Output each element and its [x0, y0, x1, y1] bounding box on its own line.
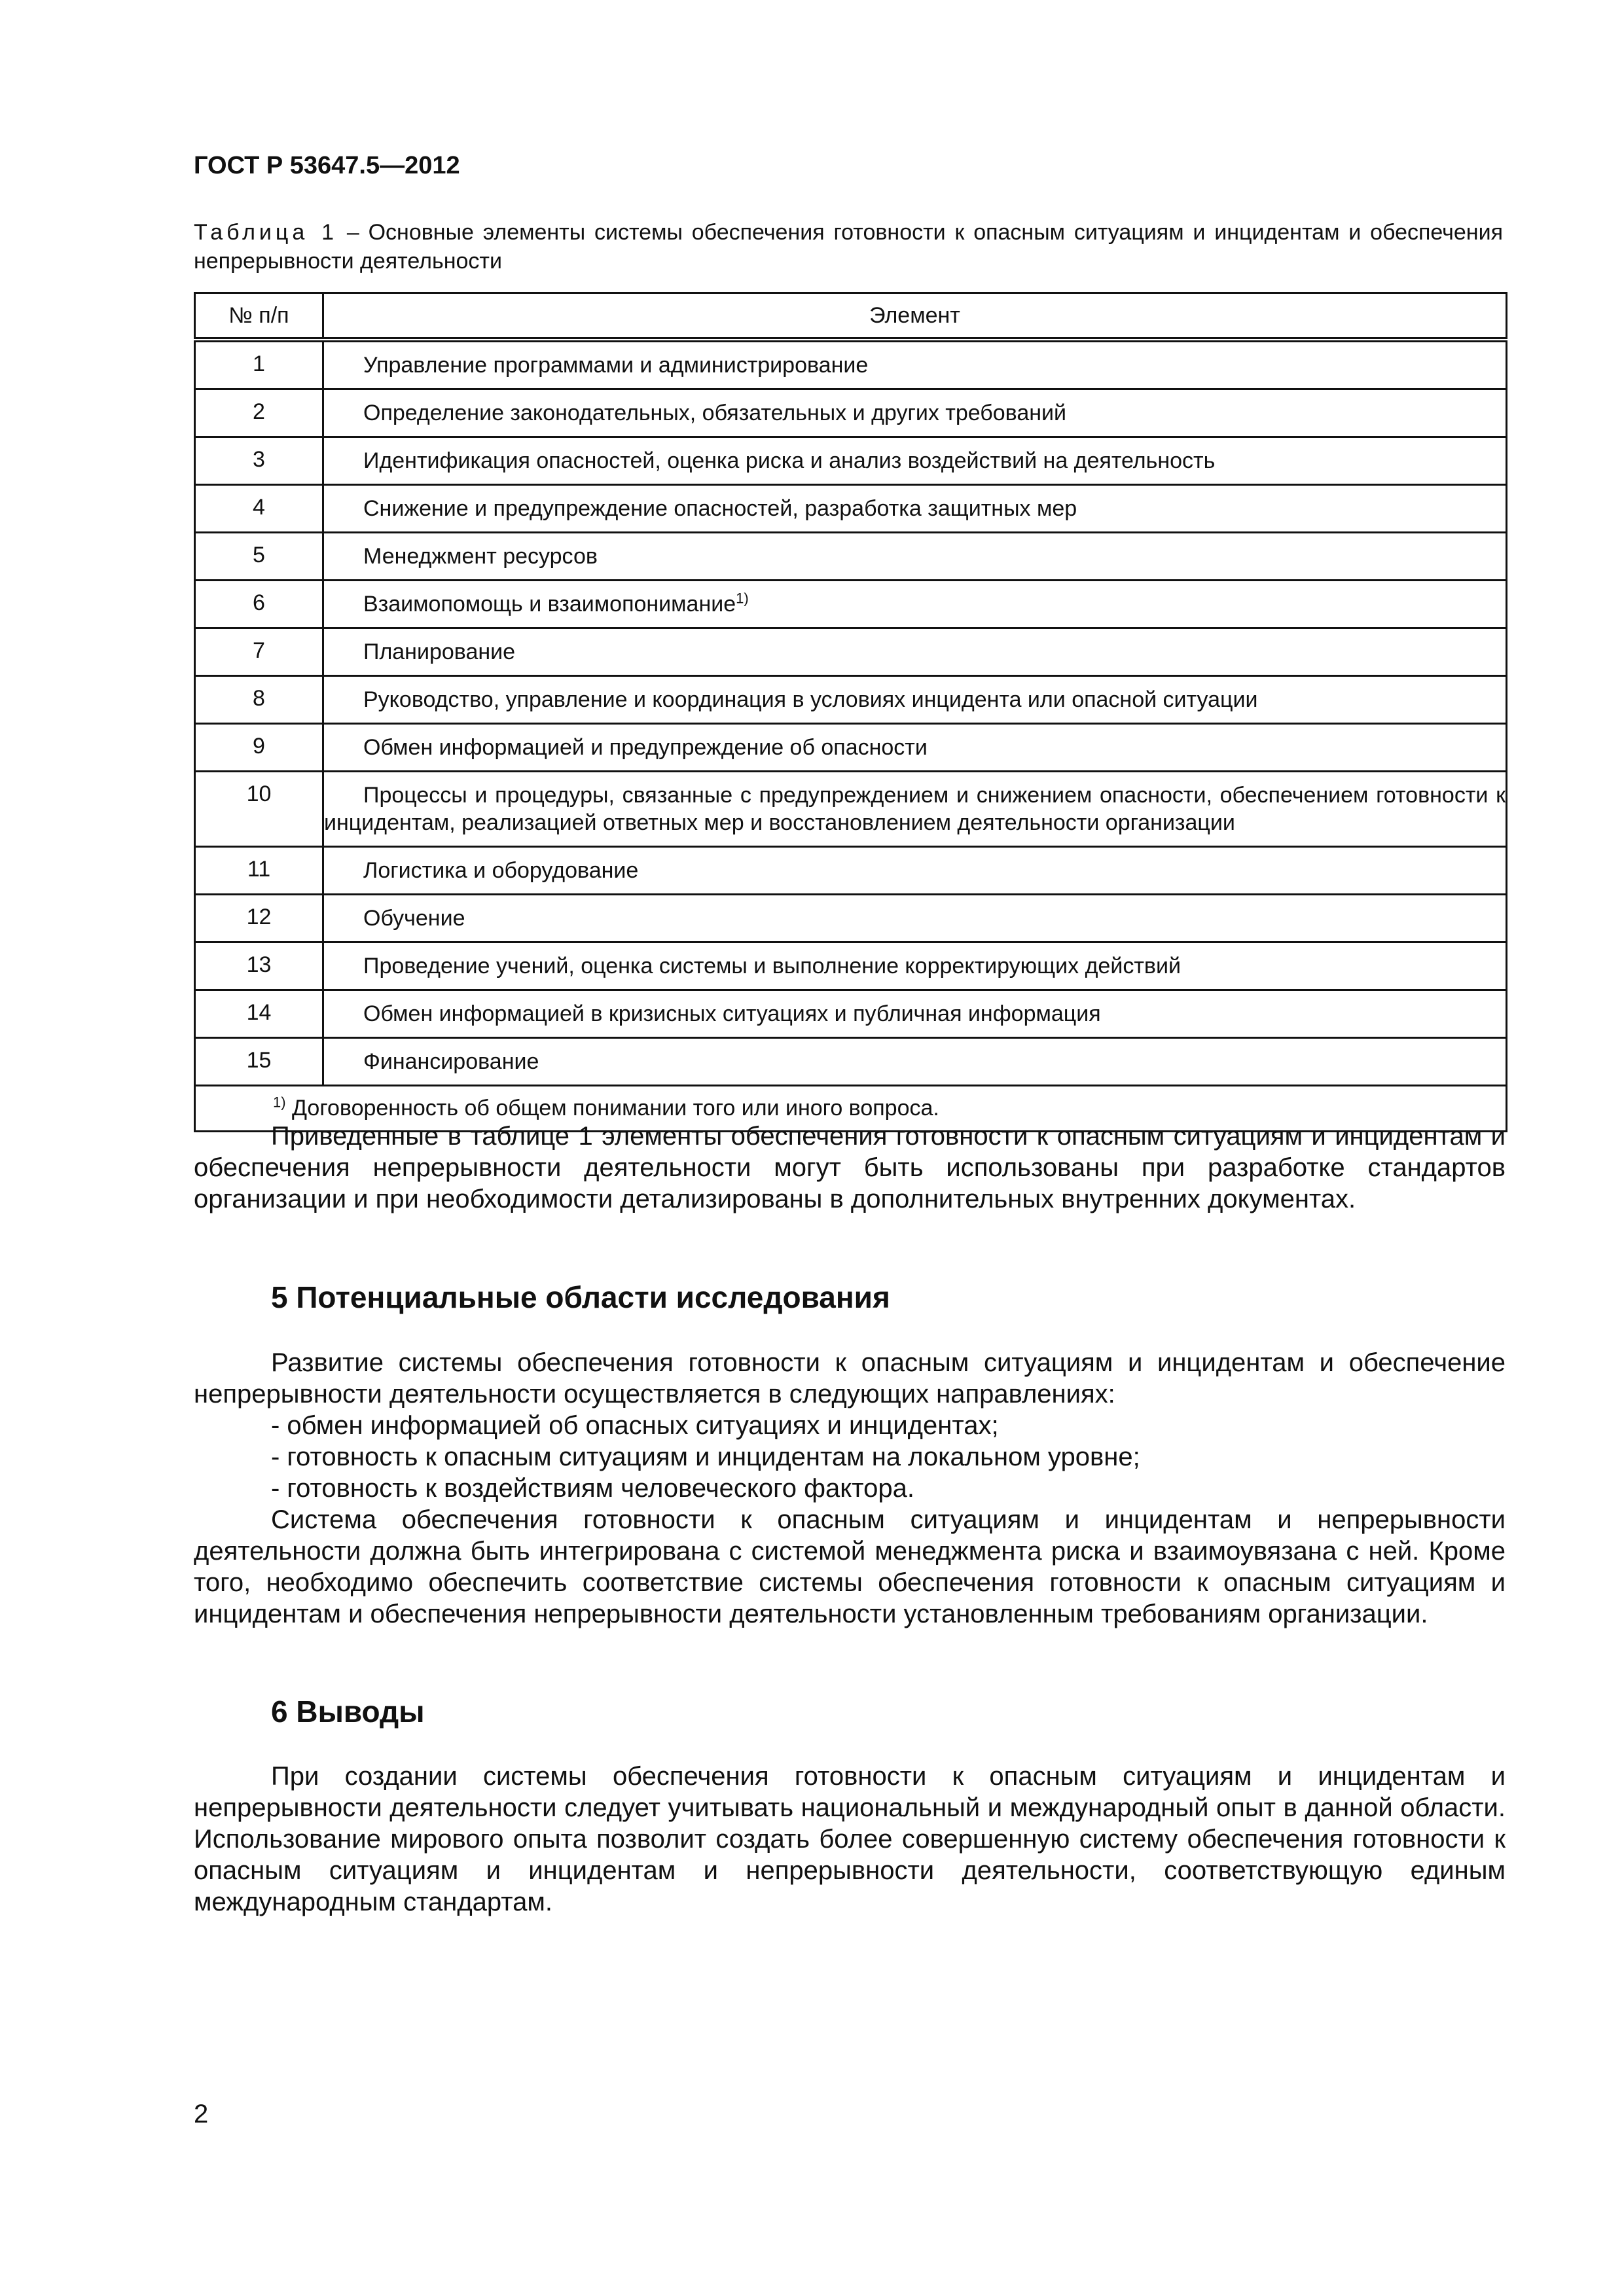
- row-number: 9: [195, 724, 323, 772]
- standard-designation: ГОСТ Р 53647.5—2012: [194, 152, 460, 179]
- row-number: 7: [195, 628, 323, 676]
- table-caption: [194, 218, 1503, 276]
- paragraph-conclusions: При создании системы обеспечения готовности к опасным ситуациям и инцидентам и непрерывности деятельности следует учитывать национальный и международный опыт в данной области. Использование мирового опыта позволит создать более совершенную систему обеспечения готовности к опасным ситуациям и инцидентам и непрерывности деятельности, соответствующую единым международным стандартам.: [194, 1762, 1506, 1916]
- table-row: [195, 676, 1507, 724]
- row-number: 12: [195, 895, 323, 942]
- row-element: Логистика и оборудование: [323, 847, 1507, 895]
- row-element: Проведение учений, оценка системы и выполнение корректирующих действий: [323, 942, 1507, 990]
- row-number: 10: [195, 772, 323, 847]
- row-number: 6: [195, 581, 323, 628]
- footnote-reference: 1): [736, 590, 749, 607]
- section-6-heading: 6 Выводы: [271, 1695, 425, 1729]
- section-5-heading: 5 Потенциальные области исследования: [271, 1280, 890, 1314]
- bullet-item: - готовность к опасным ситуациям и инцидентам на локальном уровне;: [271, 1443, 1140, 1471]
- row-number: 11: [195, 847, 323, 895]
- elements-table: [194, 292, 1507, 1132]
- row-element: Обмен информацией и предупреждение об опасности: [323, 724, 1507, 772]
- table-row: [195, 895, 1507, 942]
- table-row: [195, 581, 1507, 628]
- column-header-element: Элемент: [323, 293, 1507, 340]
- table-caption-label: Таблица 1: [194, 220, 338, 245]
- row-element: Финансирование: [323, 1038, 1507, 1086]
- row-number: 14: [195, 990, 323, 1038]
- table-row: [195, 437, 1507, 485]
- row-number: 15: [195, 1038, 323, 1086]
- row-element: Управление программами и администрирование: [323, 340, 1507, 389]
- row-element: Процессы и процедуры, связанные с предупреждением и снижением опасности, обеспечением готовности к инцидентам, реализацией ответных мер и восстановлением деятельности организации: [323, 772, 1507, 847]
- table-row: [195, 990, 1507, 1038]
- row-element: Идентификация опасностей, оценка риска и анализ воздействий на деятельность: [323, 437, 1507, 485]
- footnote-text: Договоренность об общем понимании того или иного вопроса.: [292, 1096, 939, 1121]
- page-number: 2: [194, 2100, 209, 2128]
- row-element: Менеджмент ресурсов: [323, 533, 1507, 581]
- row-number: 8: [195, 676, 323, 724]
- row-element: Обмен информацией в кризисных ситуациях и публичная информация: [323, 990, 1507, 1038]
- table-row: [195, 772, 1507, 847]
- table-caption-text: – Основные элементы системы обеспечения готовности к опасным ситуациям и инцидентам и обеспечения непрерывности деятельности: [194, 220, 1503, 274]
- table-row: [195, 485, 1507, 533]
- paragraph-integration: Система обеспечения готовности к опасным ситуациям и инцидентам и непрерывности деятельности должна быть интегрирована с системой менеджмента риска и взаимоувязана с ней. Кроме того, необходимо обеспечить соответствие системы обеспечения готовности к опасным ситуациям и инцидентам и обеспечения непрерывности деятельности установленным требованиям организации.: [194, 1505, 1506, 1628]
- table-row: [195, 847, 1507, 895]
- table-row: [195, 340, 1507, 389]
- row-number: 3: [195, 437, 323, 485]
- table-row: [195, 389, 1507, 437]
- table-row: [195, 533, 1507, 581]
- table-row: [195, 628, 1507, 676]
- table-header-row: [195, 293, 1507, 340]
- bullet-item: - готовность к воздействиям человеческого фактора.: [271, 1474, 914, 1503]
- paragraph-table-summary: Приведенные в таблице 1 элементы обеспечения готовности к опасным ситуациям и инцидентам и обеспечения непрерывности деятельности могут быть использованы при разработке стандартов организации и при необходимости детализированы в дополнительных внутренних документах.: [194, 1122, 1506, 1213]
- footnote-mark: 1): [273, 1094, 286, 1111]
- row-element: Определение законодательных, обязательных и других требований: [323, 389, 1507, 437]
- row-number: 5: [195, 533, 323, 581]
- table-row: [195, 724, 1507, 772]
- bullet-item: - обмен информацией об опасных ситуациях и инцидентах;: [271, 1411, 999, 1440]
- row-element: Планирование: [323, 628, 1507, 676]
- paragraph-research-areas: Развитие системы обеспечения готовности к опасным ситуациям и инцидентам и обеспечение непрерывности деятельности осуществляется в следующих направлениях:: [194, 1348, 1506, 1408]
- row-element-with-footnote: [323, 581, 1507, 628]
- row-element: Руководство, управление и координация в условиях инцидента или опасной ситуации: [323, 676, 1507, 724]
- column-header-number: № п/п: [195, 293, 323, 340]
- row-element: Обучение: [323, 895, 1507, 942]
- row-number: 4: [195, 485, 323, 533]
- row-number: 2: [195, 389, 323, 437]
- row-element: Снижение и предупреждение опасностей, разработка защитных мер: [323, 485, 1507, 533]
- table-row: [195, 1038, 1507, 1086]
- table-row: [195, 942, 1507, 990]
- row-number: 13: [195, 942, 323, 990]
- row-number: 1: [195, 340, 323, 389]
- row-element-text: Взаимопомощь и взаимопонимание: [363, 592, 736, 617]
